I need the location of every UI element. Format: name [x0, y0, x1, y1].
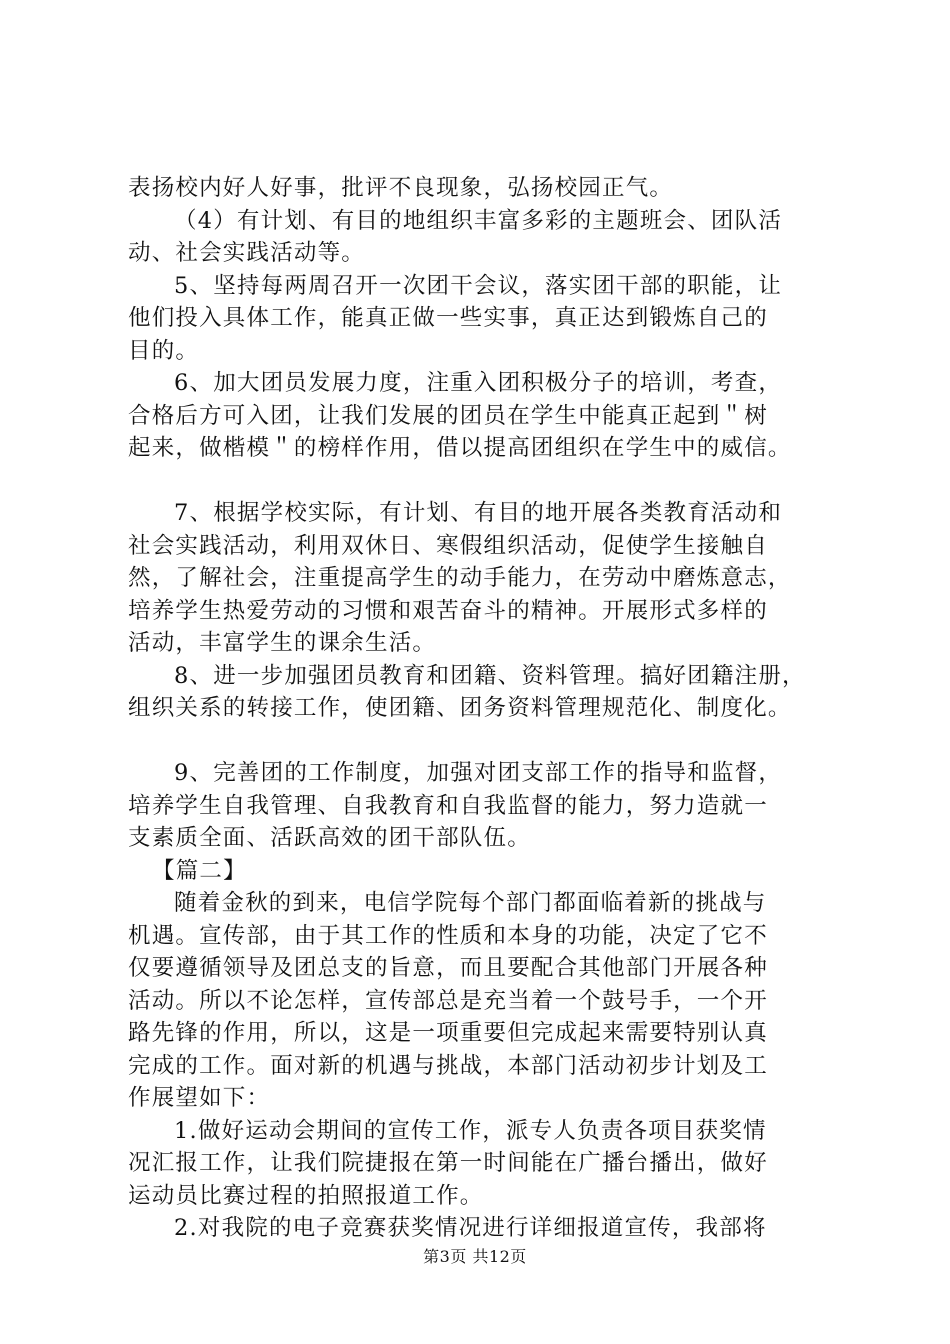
text-line: 活动。所以不论怎样，宣传部总是充当着一个鼓号手，一个开: [128, 987, 768, 1014]
section-heading: 【篇二】: [152, 857, 247, 884]
text-line: 9、完善团的工作制度，加强对团支部工作的指导和监督，: [174, 760, 783, 786]
text-line: 组织关系的转接工作，使团籍、团务资料管理规范化、制度化。: [128, 695, 792, 721]
text-line: 2.对我院的电子竞赛获奖情况进行详细报道宣传，我部将: [174, 1215, 767, 1241]
text-line: 7、根据学校实际，有计划、有目的地开展各类教育活动和: [174, 500, 783, 526]
text-line: 8、进一步加强团员教育和团籍、资料管理。搞好团籍注册，: [174, 662, 806, 689]
text-line: 路先锋的作用，所以，这是一项重要但完成起来需要特别认真: [128, 1020, 768, 1046]
text-line: 作展望如下：: [128, 1085, 271, 1111]
text-line: 培养学生热爱劳动的习惯和艰苦奋斗的精神。开展形式多样的: [128, 597, 768, 624]
text-line: 培养学生自我管理、自我教育和自我监督的能力，努力造就一: [128, 792, 768, 819]
text-line: 社会实践活动，利用双休日、寒假组织活动，促使学生接触自: [128, 532, 768, 559]
text-line: 然，了解社会，注重提高学生的动手能力，在劳动中磨炼意志，: [128, 565, 792, 591]
text-line: 起来，做楷模＂的榜样作用，借以提高团组织在学生中的威信。: [128, 435, 792, 461]
text-line: 6、加大团员发展力度，注重入团积极分子的培训，考查，: [174, 370, 783, 396]
text-line: 合格后方可入团，让我们发展的团员在学生中能真正起到＂树: [128, 402, 768, 429]
text-line: 1.做好运动会期间的宣传工作，派专人负责各项目获奖情: [174, 1117, 767, 1144]
text-line: 活动，丰富学生的课余生活。: [128, 630, 437, 656]
body-text: [128, 172, 838, 1245]
text-line: 他们投入具体工作，能真正做一些实事，真正达到锻炼自己的: [128, 305, 768, 331]
text-line: 动、社会实践活动等。: [128, 240, 366, 266]
text-line: 机遇。宣传部，由于其工作的性质和本身的功能，决定了它不: [128, 922, 768, 949]
text-line: 目的。: [128, 337, 200, 364]
blank-line: [128, 465, 838, 498]
text-line: （4）有计划、有目的地组织丰富多彩的主题班会、团队活: [174, 207, 783, 234]
page-number-footer: 第3页 共12页: [423, 1247, 527, 1266]
text-line: 仅要遵循领导及团总支的旨意，而且要配合其他部门开展各种: [128, 955, 768, 981]
text-line: 5、坚持每两周召开一次团干会议，落实团干部的职能，让: [174, 272, 783, 299]
text-line: 随着金秋的到来，电信学院每个部门都面临着新的挑战与: [174, 890, 767, 916]
text-line: 表扬校内好人好事，批评不良现象，弘扬校园正气。: [128, 175, 674, 201]
text-line: 运动员比赛过程的拍照报道工作。: [128, 1182, 484, 1209]
text-line: 完成的工作。面对新的机遇与挑战，本部门活动初步计划及工: [128, 1052, 768, 1079]
text-line: 支素质全面、活跃高效的团干部队伍。: [128, 825, 531, 851]
text-line: 况汇报工作，让我们院捷报在第一时间能在广播台播出，做好: [128, 1150, 768, 1176]
blank-line: [128, 725, 838, 758]
